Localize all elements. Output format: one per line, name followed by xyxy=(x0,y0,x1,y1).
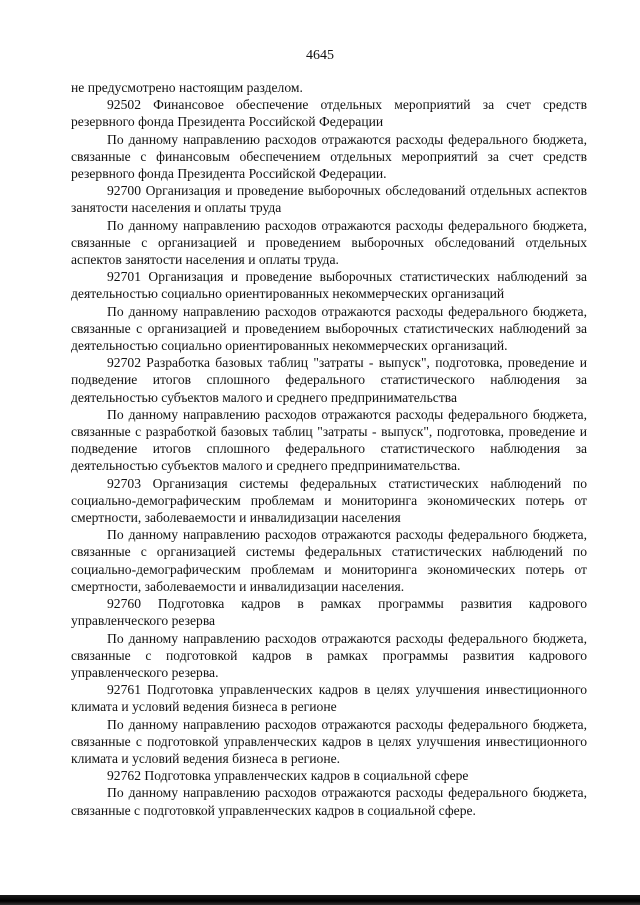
section-description-92701: По данному направлению расходов отражаются расходы федерального бюджета, связанные с организацией и проведением выборочных статистических наблюдений за деятельностью социально ориентированных некоммерческих организаций. xyxy=(71,303,587,354)
section-heading-92762: 92762 Подготовка управленческих кадров в социальной сфере xyxy=(107,768,469,784)
section-description-92760: По данному направлению расходов отражаются расходы федерального бюджета, связанные с подготовкой кадров в рамках программы развития кадрового управленческого резерва. xyxy=(71,630,587,680)
paragraph-continuation: не предусмотрено настоящим разделом. xyxy=(71,80,303,95)
section-heading-92761: 92761 Подготовка управленческих кадров в целях улучшения инвестиционного климата и условий ведения бизнеса в регионе xyxy=(71,682,587,715)
section-heading-92760: 92760 Подготовка кадров в рамках программы развития кадрового управленческого резерва xyxy=(71,596,587,629)
scan-bottom-edge xyxy=(0,893,640,905)
section-heading-92703: 92703 Организация системы федеральных статистических наблюдений по социально-демографическим проблемам и мониторинга экономических потерь от смертности, заболеваемости и инвалидизации населения xyxy=(71,475,587,526)
section-description-92700: По данному направлению расходов отражаются расходы федерального бюджета, связанные с организацией и проведением выборочных обследований отдельных аспектов занятости населения и оплаты труда. xyxy=(71,217,587,268)
page-number: 4645 xyxy=(306,48,334,63)
section-description-92502: По данному направлению расходов отражаются расходы федерального бюджета, связанные с финансовым обеспечением отдельных мероприятий за счет средств резервного фонда Президента Российской Федерации. xyxy=(71,131,587,182)
section-heading-92502: 92502 Финансовое обеспечение отдельных мероприятий за счет средств резервного фонда Президента Российской Федерации xyxy=(71,97,587,130)
document-body xyxy=(71,79,587,819)
section-heading-92702: 92702 Разработка базовых таблиц "затраты - выпуск", подготовка, проведение и подведение итогов сплошного федерального статистического наблюдения за деятельностью субъектов малого и среднего предпринимательства xyxy=(71,355,587,405)
section-heading-92700: 92700 Организация и проведение выборочных обследований отдельных аспектов занятости населения и оплаты труда xyxy=(71,183,587,216)
section-description-92703: По данному направлению расходов отражаются расходы федерального бюджета, связанные с организацией системы федеральных статистических наблюдений по социально-демографическим проблемам и мониторинга экономических потерь от смертности, заболеваемости и инвалидизации населения. xyxy=(71,527,587,594)
section-description-92702: По данному направлению расходов отражаются расходы федерального бюджета, связанные с разработкой базовых таблиц "затраты - выпуск", подготовка, проведение и подведение итогов сплошного федерального статистического наблюдения за деятельностью субъектов малого и среднего предпринимательства. xyxy=(71,406,587,474)
section-description-92761: По данному направлению расходов отражаются расходы федерального бюджета, связанные с подготовкой управленческих кадров в целях улучшения инвестиционного климата и условий ведения бизнеса в регионе. xyxy=(71,716,587,766)
section-description-92762: По данному направлению расходов отражаются расходы федерального бюджета, связанные с подготовкой управленческих кадров в социальной сфере. xyxy=(71,785,587,818)
section-heading-92701: 92701 Организация и проведение выборочных статистических наблюдений за деятельностью социально ориентированных некоммерческих организаций xyxy=(71,269,587,302)
